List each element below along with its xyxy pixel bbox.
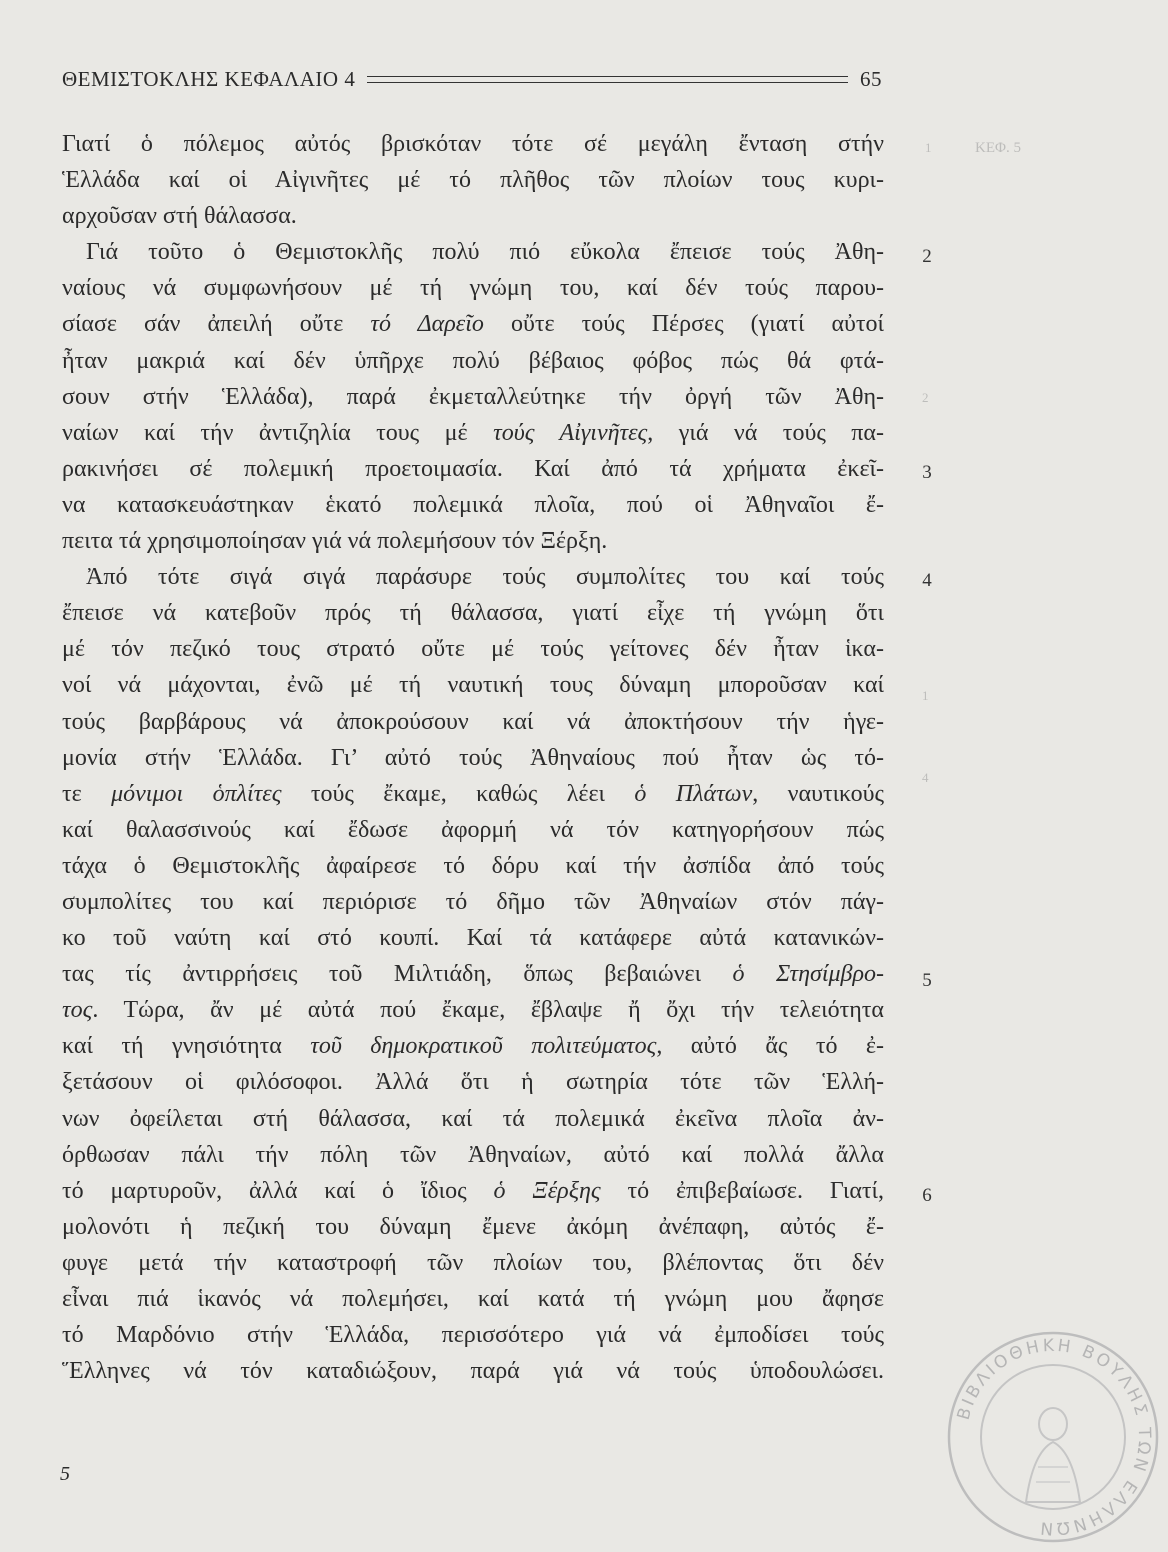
bleed-through-text: 4 bbox=[922, 770, 929, 785]
text-line bbox=[62, 740, 884, 776]
text-run: εἶναι πιά ἱκανός νά πολεμήσει, καί κατά τή γνώμη μου ἄφησε bbox=[62, 1286, 884, 1312]
italic-phrase: ὁ Πλάτων bbox=[634, 780, 753, 807]
text-run: τό Μαρδόνιο στήν Ἑλλάδα, περισσότερο γιά νά ἐμποδίσει τούς bbox=[62, 1322, 884, 1349]
text-run: τό μαρτυροῦν, ἀλλά καί ὁ ἴδιος bbox=[62, 1177, 494, 1204]
section-number: 3 bbox=[922, 462, 932, 483]
italic-phrase: τό Δαρεῖο bbox=[370, 311, 484, 338]
text-line bbox=[62, 1281, 884, 1317]
text-line bbox=[62, 631, 884, 667]
text-run: ξετάσουν οἱ φιλόσοφοι. Ἀλλά ὅτι ἡ σωτηρία τότε τῶν Ἑλλή- bbox=[62, 1069, 884, 1096]
text-run: ρακινήσει σέ πολεμική προετοιμασία. Καί ἀπό τά χρήματα ἐκεῖ- bbox=[62, 455, 884, 482]
text-run: τάχα ὁ Θεμιστοκλῆς ἀφαίρεσε τό δόρυ καί τήν ἀσπίδα ἀπό τούς bbox=[62, 852, 884, 879]
section-number: 5 bbox=[922, 970, 932, 991]
text-line bbox=[62, 1245, 884, 1281]
text-line bbox=[62, 234, 884, 270]
text-line bbox=[62, 1317, 884, 1353]
text-line bbox=[62, 523, 884, 559]
bleed-through-text: 2 bbox=[922, 390, 929, 405]
text-run: μονία στήν Ἑλλάδα. Γι’ αὐτό τούς Ἀθηναίους πού ἦταν ὡς τό- bbox=[62, 744, 884, 771]
text-run: Ἀπό τότε σιγά σιγά παράσυρε τούς συμπολίτες του καί τούς bbox=[86, 564, 884, 591]
text-run: φυγε μετά τήν καταστροφή τῶν πλοίων του, βλέποντας ὅτι δέν bbox=[62, 1249, 884, 1276]
text-run: τούς βαρβάρους νά ἀποκρούσουν καί νά ἀποκτήσουν τήν ἡγε- bbox=[62, 708, 884, 735]
text-line bbox=[62, 1173, 884, 1209]
text-run: καί θαλασσινούς καί ἔδωσε ἀφορμή νά τόν κατηγορήσουν πώς bbox=[62, 816, 884, 843]
text-run: . Τώρα, ἄν μέ αὐτά πού ἔκαμε, ἔβλαψε ἤ ὄχι τήν τελειότητα bbox=[92, 997, 884, 1024]
italic-phrase: τοῦ δημοκρατικοῦ πολιτεύματος bbox=[310, 1033, 657, 1060]
text-run: καί τή γνησιότητα bbox=[62, 1033, 311, 1060]
section-number: 6 bbox=[922, 1185, 932, 1206]
library-stamp bbox=[938, 1322, 1155, 1539]
body-text bbox=[62, 126, 884, 1389]
text-run: Γιατί ὁ πόλεμος αὐτός βρισκόταν τότε σέ μεγάλη ἔνταση στήν bbox=[62, 131, 884, 157]
bleed-through-text: ΚΕΦ. 5 bbox=[975, 140, 1021, 156]
text-run: συμπολίτες του καί περιόρισε τό δῆμο τῶν Ἀθηναίων στόν πάγ- bbox=[62, 888, 884, 915]
text-run: αρχοῦσαν στή θάλασσα. bbox=[62, 203, 297, 230]
header-double-rule bbox=[367, 76, 848, 83]
text-run: Γιά τοῦτο ὁ Θεμιστοκλῆς πολύ πιό εὔκολα ἔπεισε τούς Ἀθη- bbox=[86, 239, 884, 266]
text-run: σουν στήν Ἑλλάδα), παρά ἐκμεταλλεύτηκε τήν ὀργή τῶν Ἀθη- bbox=[62, 383, 884, 410]
text-run: τας τίς ἀντιρρήσεις τοῦ Μιλτιάδη, ὅπως βεβαιώνει bbox=[62, 961, 733, 988]
text-run: όρθωσαν πάλι τήν πόλη τῶν Ἀθηναίων, αὐτό καί πολλά ἄλλα bbox=[62, 1141, 884, 1168]
text-run: ναίους νά συμφωνήσουν μέ τή γνώμη του, καί δέν τούς παρου- bbox=[62, 275, 884, 302]
text-run: πειτα τά χρησιμοποίησαν γιά νά πολεμήσουν τόν Ξέρξη. bbox=[62, 528, 608, 555]
page-number: 65 bbox=[860, 66, 882, 91]
text-line bbox=[62, 1209, 884, 1245]
text-line bbox=[62, 1101, 884, 1137]
text-line bbox=[62, 920, 884, 956]
text-run: νοί νά μάχονται, ἐνῶ μέ τή ναυτική τους δύναμη μποροῦσαν καί bbox=[62, 672, 884, 699]
italic-phrase: τος bbox=[62, 997, 93, 1024]
text-line bbox=[62, 1353, 884, 1389]
text-run: τε bbox=[62, 780, 112, 807]
text-run: τούς ἔκαμε, καθώς λέει bbox=[281, 780, 635, 807]
text-line bbox=[62, 487, 884, 523]
text-line bbox=[62, 667, 884, 703]
text-line bbox=[62, 992, 884, 1028]
text-line bbox=[62, 595, 884, 631]
text-run: ναίων καί τήν ἀντιζηλία τους μέ bbox=[62, 419, 494, 446]
text-line bbox=[62, 884, 884, 920]
text-run: οὔτε τούς Πέρσες (γιατί αὐτοί bbox=[483, 311, 885, 338]
text-line bbox=[62, 956, 884, 992]
signature-mark: 5 bbox=[60, 1463, 70, 1485]
text-line bbox=[62, 1137, 884, 1173]
text-line bbox=[62, 559, 884, 595]
running-header bbox=[62, 62, 882, 96]
text-line bbox=[62, 162, 884, 198]
text-run: νων ὀφείλεται στή θάλασσα, καί τά πολεμικά ἐκεῖνα πλοῖα ἀν- bbox=[62, 1105, 884, 1132]
section-number: 4 bbox=[922, 570, 932, 591]
text-line bbox=[62, 704, 884, 740]
italic-phrase: τούς Αἰγινῆτες bbox=[493, 419, 648, 446]
text-run: , ναυτικούς bbox=[752, 780, 885, 807]
text-run: κο τοῦ ναύτη καί στό κουπί. Καί τά κατάφερε αὐτά κατανικών- bbox=[62, 925, 884, 952]
text-line bbox=[62, 270, 884, 306]
text-line bbox=[62, 1028, 884, 1064]
section-number: 2 bbox=[922, 246, 932, 267]
text-run: σίασε σάν ἀπειλή οὔτε bbox=[62, 311, 371, 338]
text-run: , αὐτό ἄς τό ἐ- bbox=[656, 1033, 884, 1060]
text-run: μολονότι ἡ πεζική του δύναμη ἔμενε ἀκόμη ἀνέπαφη, αὐτός ἔ- bbox=[62, 1213, 884, 1240]
text-line bbox=[62, 451, 884, 487]
italic-phrase: ὁ Ξέρξης bbox=[493, 1177, 601, 1204]
text-line bbox=[62, 848, 884, 884]
text-line bbox=[62, 306, 884, 342]
text-line bbox=[62, 343, 884, 379]
text-line bbox=[62, 776, 884, 812]
text-line bbox=[62, 1064, 884, 1100]
text-run: Ἑλλάδα καί οἱ Αἰγινῆτες μέ τό πλῆθος τῶν πλοίων τους κυρι- bbox=[62, 167, 884, 194]
text-run: μέ τόν πεζικό τους στρατό οὔτε μέ τούς γείτονες δέν ἦταν ἱκα- bbox=[62, 636, 884, 663]
text-run: ἦταν μακριά καί δέν ὑπῆρχε πολύ βέβαιος φόβος πώς θά φτά- bbox=[62, 347, 884, 374]
text-run: , γιά νά τούς πα- bbox=[647, 419, 884, 446]
text-run: ἔπεισε νά κατεβοῦν πρός τή θάλασσα, γιατί εἶχε τή γνώμη ὅτι bbox=[62, 600, 884, 627]
bleed-through-text: 1 bbox=[925, 140, 932, 155]
bleed-through-text: 1 bbox=[922, 688, 929, 703]
text-line bbox=[62, 812, 884, 848]
text-line bbox=[62, 415, 884, 451]
text-run: να κατασκευάστηκαν ἑκατό πολεμικά πλοῖα, πού οἱ Ἀθηναῖοι ἔ- bbox=[62, 491, 884, 518]
library-stamp-seal bbox=[938, 1322, 1168, 1552]
text-line bbox=[62, 379, 884, 415]
text-line bbox=[62, 198, 884, 234]
italic-phrase: ὁ Στησίμβρο- bbox=[732, 961, 885, 988]
text-run: τό ἐπιβεβαίωσε. Γιατί, bbox=[600, 1177, 884, 1204]
running-title: ΘΕΜΙΣΤΟΚΛΗΣ ΚΕΦΑΛΑΙΟ 4 bbox=[62, 66, 356, 91]
text-run: Ἕλληνες νά τόν καταδιώξουν, παρά γιά νά τούς ὑποδουλώσει. bbox=[62, 1358, 884, 1385]
svg-text:ΒΙΒΛΙΟΘΗΚΗ ΒΟΥΛΗΣ ΤΩΝ ΕΛΛΗΝΩΝ: ΒΙΒΛΙΟΘΗΚΗ ΒΟΥΛΗΣ ΤΩΝ ΕΛΛΗΝΩΝ bbox=[953, 1335, 1155, 1539]
italic-phrase: μόνιμοι ὁπλίτες bbox=[111, 780, 282, 807]
text-line bbox=[62, 126, 884, 162]
